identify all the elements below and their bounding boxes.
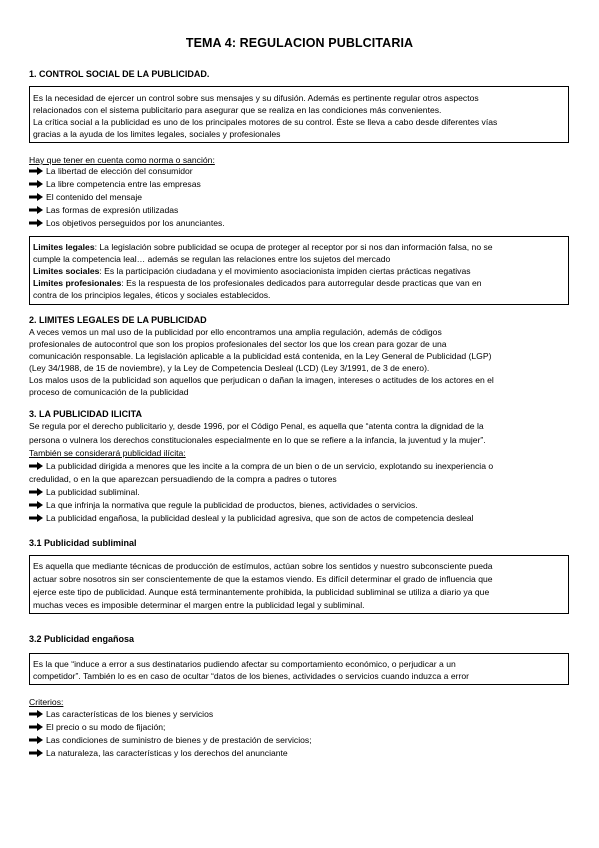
limits-social-label: Limites sociales xyxy=(33,266,100,276)
box-line: Es la que “induce a error a sus destinatarios pudiendo afectar su comportamiento económico, o perjudicar a un xyxy=(33,659,456,669)
section-3-2-heading: 3.2 Publicidad engañosa xyxy=(29,634,135,644)
list-item xyxy=(29,179,201,190)
list-intro: Hay que tener en cuenta como norma o sanción: xyxy=(29,155,215,165)
paragraph-line: Los malos usos de la publicidad son aquellos que perjudican o dañan la imagen, intereses o actitudes de los actores en el xyxy=(29,375,494,385)
limits-prof-text: : Es la respuesta de los profesionales dedicados para autorregular desde practicas que van en xyxy=(121,278,482,288)
limits-legal-line: cumple la competencia leal… además se regulan las relaciones entre los sujetos del mercado xyxy=(33,254,391,264)
list-item-text: El contenido del mensaje xyxy=(46,192,143,202)
list-item xyxy=(29,709,213,720)
list-item xyxy=(29,218,225,229)
list-item-text: Las condiciones de suministro de bienes y de prestación de servicios; xyxy=(46,735,312,745)
limits-prof-line xyxy=(33,278,482,289)
limits-social-text: : Es la participación ciudadana y el movimiento asociacionista impiden ciertas prácticas negativas xyxy=(99,266,471,276)
limits-legal-line xyxy=(33,242,493,253)
list-item xyxy=(29,487,140,498)
limits-prof-label: Limites profesionales xyxy=(33,278,122,288)
right-arrow-icon xyxy=(29,501,43,509)
list-item-continuation: credulidad, o en la que aparezcan persuadiendo de la compra a padres o tutores xyxy=(29,474,337,484)
right-arrow-icon xyxy=(29,736,43,744)
paragraph-line: comunicación responsable. La legislación aplicable a la publicidad está contenida, en la Ley General de Publicidad (LGP) xyxy=(29,351,492,361)
list-item-text: La naturaleza, las características y los derechos del anunciante xyxy=(46,748,288,758)
right-arrow-icon xyxy=(29,749,43,757)
list-item xyxy=(29,205,178,216)
list-item-text: Las características de los bienes y servicios xyxy=(46,709,214,719)
list-item xyxy=(29,748,288,759)
box-line: muchas veces es imposible determinar el margen entre la publicidad legal y subliminal. xyxy=(33,600,365,610)
list-item xyxy=(29,192,142,203)
list-item xyxy=(29,500,418,511)
list-item-text: Las formas de expresión utilizadas xyxy=(46,205,179,215)
box-line: Es aquella que mediante técnicas de producción de estímulos, actúan sobre los sentidos y nuestro subconsciente pueda xyxy=(33,561,493,571)
box-line: La crítica social a la publicidad es uno de los principales motores de su control. Éste se lleva a cabo desde diferentes vías xyxy=(33,117,498,127)
paragraph-line: (Ley 34/1988, de 15 de noviembre), y la Ley de Competencia Desleal (LCD) (Ley 3/1991, de 3 de enero). xyxy=(29,363,430,373)
subliminal-box xyxy=(29,555,569,614)
limits-legal-label: Limites legales xyxy=(33,242,95,252)
right-arrow-icon xyxy=(29,206,43,214)
paragraph-line: persona o vulnera los derechos constitucionales especialmente en lo que se refiere a la infancia, la juventud y la mujer”. xyxy=(29,435,486,445)
box-line: Es la necesidad de ejercer un control sobre sus mensajes y su difusión. Además es pertinente regular otros aspectos xyxy=(33,93,479,103)
right-arrow-icon xyxy=(29,514,43,522)
list-item-text: La publicidad subliminal. xyxy=(46,487,140,497)
section-1-heading: 1. CONTROL SOCIAL DE LA PUBLICIDAD. xyxy=(29,69,210,79)
right-arrow-icon xyxy=(29,710,43,718)
list-item xyxy=(29,513,474,524)
box-line: ejerce este tipo de publicidad. Aunque está terminantemente prohibida, la publicidad subliminal se utiliza a diario ya que xyxy=(33,587,490,597)
box-line: competidor”. También lo es en caso de ocultar “datos de los bienes, actividades o servicios cuando induzca a error xyxy=(33,671,469,681)
paragraph-line: profesionales de autocontrol que son los propios profesionales del sector los que los crean para gozar de una xyxy=(29,339,447,349)
limits-box xyxy=(29,236,569,305)
paragraph-line: Se regula por el derecho publicitario y, desde 1996, por el Código Penal, es aquella que “atenta contra la dignidad de la xyxy=(29,421,484,431)
section-3-heading: 3. LA PUBLICIDAD ILICITA xyxy=(29,409,142,419)
box-line: relacionados con el sistema publicitario para asegurar que se realiza en las condiciones más convenientes. xyxy=(33,105,442,115)
right-arrow-icon xyxy=(29,462,43,470)
list-item xyxy=(29,722,165,733)
list-item xyxy=(29,461,493,472)
list-intro: También se considerará publicidad ilícita: xyxy=(29,448,186,458)
list-item-text: Los objetivos perseguidos por los anunciantes. xyxy=(46,218,225,228)
limits-social-line xyxy=(33,266,471,277)
list-item-text: El precio o su modo de fijación; xyxy=(46,722,166,732)
right-arrow-icon xyxy=(29,723,43,731)
limits-prof-line: contra de los principios legales, éticos y sociales establecidos. xyxy=(33,290,271,300)
list-item-text: La publicidad engañosa, la publicidad desleal y la publicidad agresiva, que son de actos de competencia desleal xyxy=(46,513,474,523)
box-line: actuar sobre nosotros sin ser conscientemente de que la estamos viendo. Es difícil determinar el grado de influencia que xyxy=(33,574,493,584)
list-item-text: La libertad de elección del consumidor xyxy=(46,166,193,176)
section-2-heading: 2. LIMITES LEGALES DE LA PUBLICIDAD xyxy=(29,315,207,325)
section-1-box xyxy=(29,86,569,143)
document-title: TEMA 4: REGULACION PUBLCITARIA xyxy=(185,36,414,50)
right-arrow-icon xyxy=(29,180,43,188)
right-arrow-icon xyxy=(29,488,43,496)
right-arrow-icon xyxy=(29,219,43,227)
list-item xyxy=(29,166,193,177)
list-item xyxy=(29,735,312,746)
list-item-text: La publicidad dirigida a menores que les incite a la compra de un bien o de un servicio, explotando su inexperiencia o xyxy=(46,461,494,471)
paragraph-line: proceso de comunicación de la publicidad xyxy=(29,387,189,397)
list-item-text: La que infrinja la normativa que regule la publicidad de productos, bienes, actividades o servicios. xyxy=(46,500,418,510)
limits-legal-text: : La legislación sobre publicidad se ocupa de proteger al receptor por si nos dan información falsa, no se xyxy=(94,242,493,252)
box-line: gracias a la ayuda de los limites legales, sociales y profesionales xyxy=(33,129,281,139)
list-intro: Criterios: xyxy=(29,697,64,707)
right-arrow-icon xyxy=(29,167,43,175)
section-3-1-heading: 3.1 Publicidad subliminal xyxy=(29,538,137,548)
enganosa-box xyxy=(29,653,569,685)
paragraph-line: A veces vemos un mal uso de la publicidad por ello encontramos una amplia regulación, además de códigos xyxy=(29,327,442,337)
right-arrow-icon xyxy=(29,193,43,201)
list-item-text: La libre competencia entre las empresas xyxy=(46,179,201,189)
